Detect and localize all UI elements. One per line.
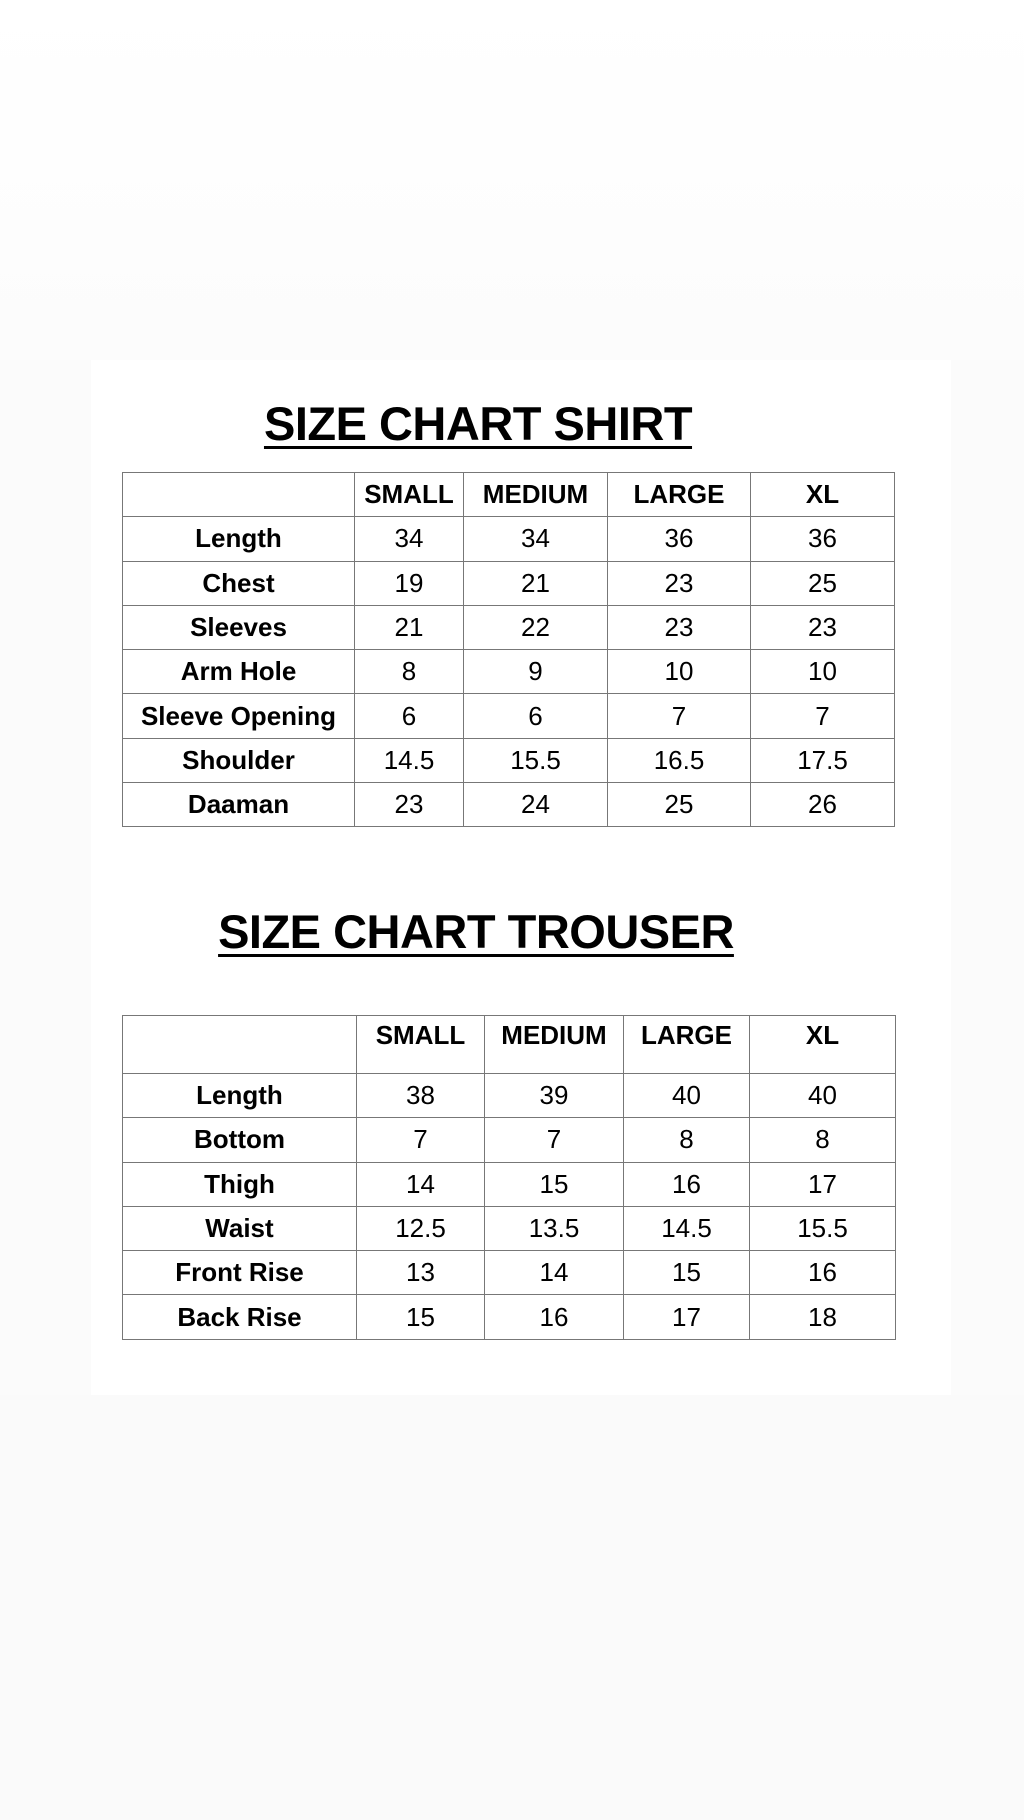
table-cell: 8 [355, 650, 464, 694]
table-cell: 34 [355, 517, 464, 561]
table-cell: 16 [624, 1162, 750, 1206]
background-bottom [0, 1395, 1024, 1820]
table-cell: 26 [751, 783, 895, 827]
table-cell: 16 [485, 1295, 624, 1339]
table-cell: 21 [464, 561, 608, 605]
row-label: Sleeve Opening [123, 694, 355, 738]
table-row [123, 605, 895, 649]
table-cell: 6 [464, 694, 608, 738]
table-cell: 15 [624, 1251, 750, 1295]
table-cell: 25 [608, 783, 751, 827]
table-cell: 14 [357, 1162, 485, 1206]
table-cell: 18 [750, 1295, 896, 1339]
table-cell: 9 [464, 650, 608, 694]
table-cell: 15.5 [464, 738, 608, 782]
table-cell: 15 [357, 1295, 485, 1339]
table-cell: 14.5 [355, 738, 464, 782]
table-cell: 38 [357, 1074, 485, 1118]
table-cell: 23 [608, 561, 751, 605]
table-cell: 7 [357, 1118, 485, 1162]
header-cell-large: LARGE [624, 1016, 750, 1074]
table-cell: 13.5 [485, 1206, 624, 1250]
row-label: Back Rise [123, 1295, 357, 1339]
table-cell: 25 [751, 561, 895, 605]
table-cell: 16.5 [608, 738, 751, 782]
table-cell: 7 [751, 694, 895, 738]
table-cell: 23 [751, 605, 895, 649]
table-row [123, 1162, 896, 1206]
table-cell: 7 [608, 694, 751, 738]
table-row [123, 1118, 896, 1162]
header-cell-xl: XL [751, 473, 895, 517]
table-cell: 19 [355, 561, 464, 605]
background-left [0, 360, 91, 1395]
table-cell: 10 [608, 650, 751, 694]
shirt-title-text: SIZE CHART SHIRT [263, 397, 693, 450]
table-cell: 15 [485, 1162, 624, 1206]
table-cell: 36 [608, 517, 751, 561]
header-cell-xl: XL [750, 1016, 896, 1074]
header-cell-small: SMALL [355, 473, 464, 517]
trouser-title-text: SIZE CHART TROUSER [218, 905, 734, 958]
table-cell: 34 [464, 517, 608, 561]
table-cell: 23 [608, 605, 751, 649]
table-cell: 10 [751, 650, 895, 694]
trouser-size-chart-title [0, 904, 988, 960]
table-cell: 16 [750, 1251, 896, 1295]
table-row [123, 517, 895, 561]
table-cell: 15.5 [750, 1206, 896, 1250]
table-row [123, 561, 895, 605]
header-cell-empty [123, 473, 355, 517]
background-top [0, 0, 1024, 360]
table-row [123, 783, 895, 827]
table-row [123, 650, 895, 694]
row-label: Arm Hole [123, 650, 355, 694]
row-label: Length [123, 1074, 357, 1118]
table-cell: 17 [750, 1162, 896, 1206]
header-cell-medium: MEDIUM [485, 1016, 624, 1074]
table-row [123, 694, 895, 738]
table-row [123, 1295, 896, 1339]
header-cell-large: LARGE [608, 473, 751, 517]
table-cell: 6 [355, 694, 464, 738]
table-cell: 39 [485, 1074, 624, 1118]
trouser-size-table [122, 1015, 896, 1340]
table-cell: 24 [464, 783, 608, 827]
table-cell: 14.5 [624, 1206, 750, 1250]
shirt-size-table [122, 472, 895, 827]
table-cell: 23 [355, 783, 464, 827]
table-cell: 22 [464, 605, 608, 649]
background-right [951, 360, 1024, 1395]
table-header-row [123, 1016, 896, 1074]
table-header-row [123, 473, 895, 517]
row-label: Waist [123, 1206, 357, 1250]
table-row [123, 1251, 896, 1295]
row-label: Bottom [123, 1118, 357, 1162]
shirt-size-chart-title [0, 396, 990, 452]
table-cell: 14 [485, 1251, 624, 1295]
header-cell-empty [123, 1016, 357, 1074]
table-cell: 17 [624, 1295, 750, 1339]
table-row [123, 738, 895, 782]
row-label: Front Rise [123, 1251, 357, 1295]
table-row [123, 1206, 896, 1250]
table-cell: 8 [624, 1118, 750, 1162]
header-cell-small: SMALL [357, 1016, 485, 1074]
row-label: Sleeves [123, 605, 355, 649]
table-cell: 7 [485, 1118, 624, 1162]
table-cell: 40 [624, 1074, 750, 1118]
table-cell: 40 [750, 1074, 896, 1118]
row-label: Shoulder [123, 738, 355, 782]
table-cell: 36 [751, 517, 895, 561]
table-cell: 17.5 [751, 738, 895, 782]
row-label: Thigh [123, 1162, 357, 1206]
header-cell-medium: MEDIUM [464, 473, 608, 517]
row-label: Length [123, 517, 355, 561]
table-cell: 21 [355, 605, 464, 649]
table-cell: 13 [357, 1251, 485, 1295]
table-cell: 12.5 [357, 1206, 485, 1250]
row-label: Chest [123, 561, 355, 605]
table-cell: 8 [750, 1118, 896, 1162]
row-label: Daaman [123, 783, 355, 827]
table-row [123, 1074, 896, 1118]
